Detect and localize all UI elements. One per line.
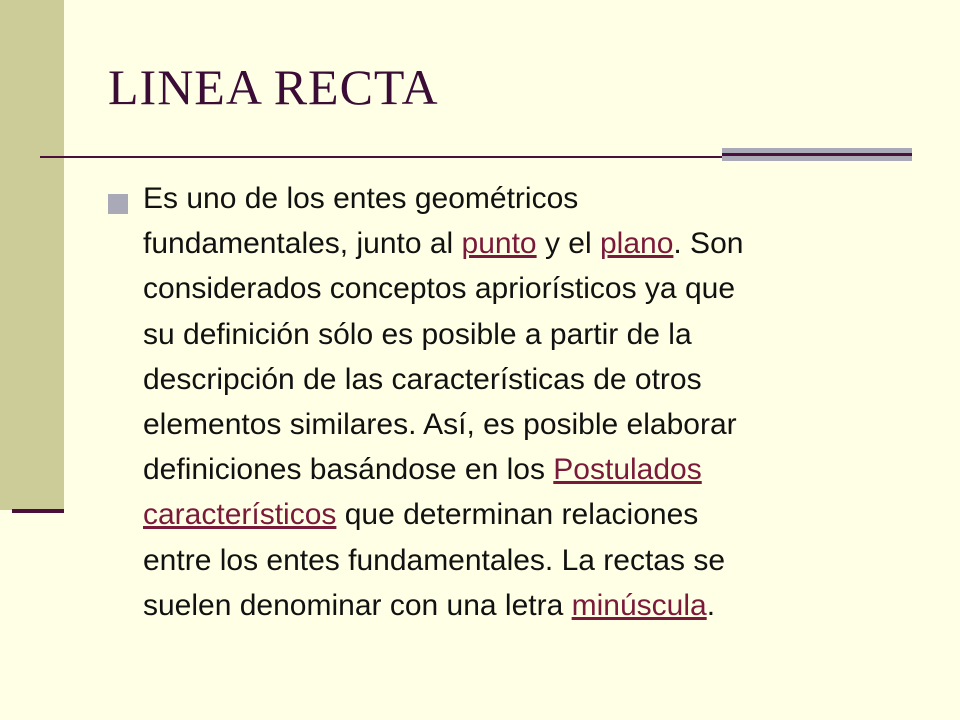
paragraph-line: elementos similares. Así, es posible elaborar — [143, 408, 737, 442]
link-postulados[interactable]: Postulados — [553, 453, 702, 487]
paragraph-line: descripción de las características de otros — [143, 362, 702, 396]
link-plano[interactable]: plano — [599, 227, 674, 261]
link-caracteristicos[interactable]: característicos — [143, 498, 337, 532]
left-accent-line — [12, 509, 64, 513]
paragraph-line: considerados conceptos apriorísticos ya que — [143, 272, 736, 306]
bullet-square-icon — [108, 194, 128, 214]
slide-title: LINEA RECTA — [108, 59, 439, 115]
paragraph-line: definiciones basándose en los Postulados — [143, 453, 702, 487]
link-punto[interactable]: punto — [461, 227, 537, 261]
link-minuscula[interactable]: minúscula — [571, 588, 707, 622]
paragraph-line: su definición sólo es posible a partir de la — [143, 317, 692, 351]
paragraph-line: entre los entes fundamentales. La rectas se — [143, 543, 726, 577]
paragraph-line: suelen denominar con una letra minúscula. — [143, 588, 716, 622]
left-decorative-bar — [0, 0, 64, 510]
paragraph-line: fundamentales, junto al punto y el plano. Son — [143, 227, 744, 261]
paragraph-line: característicos que determinan relaciones — [143, 498, 699, 532]
bullet-paragraph — [143, 176, 903, 628]
paragraph-line: Es uno de los entes geométricos — [143, 182, 579, 215]
divider-accent — [722, 148, 912, 164]
